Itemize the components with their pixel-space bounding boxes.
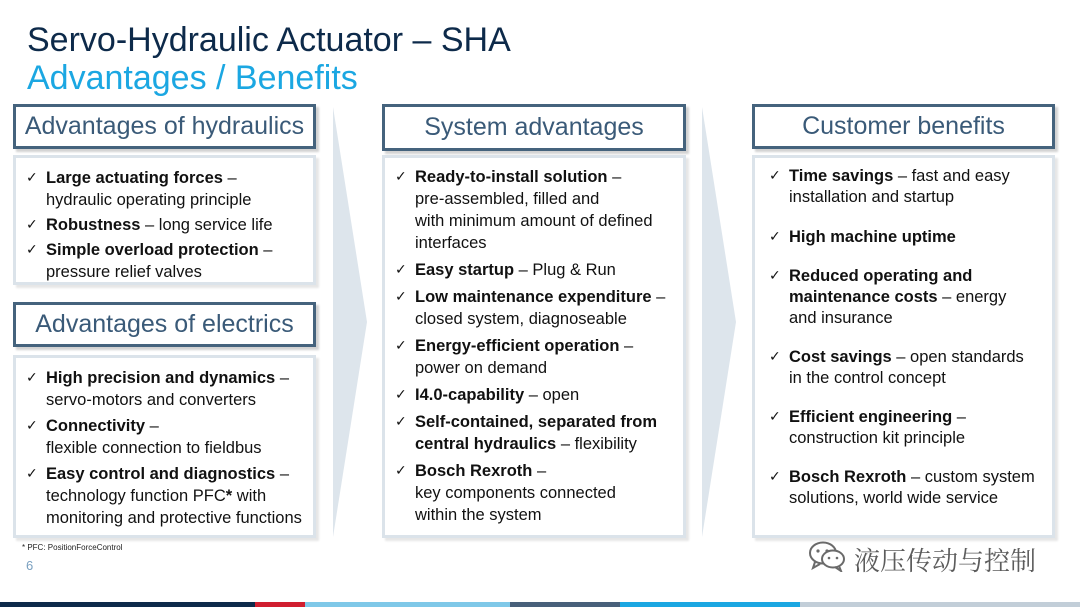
item-text: monitoring and protective functions: [46, 509, 302, 527]
bar-segment: [510, 602, 620, 607]
item-bold: High precision and dynamics: [46, 369, 276, 387]
item-bold: maintenance costs: [789, 288, 938, 306]
check-icon: ✓: [395, 338, 407, 354]
item-text: with: [232, 487, 267, 505]
list-item: [765, 227, 1046, 248]
item-text: –: [222, 169, 237, 187]
item-text: – fast and easy: [893, 167, 1010, 185]
list-item: [765, 407, 1046, 449]
item-text: –: [619, 337, 634, 355]
item-bold: Reduced operating and: [789, 267, 973, 285]
item-bold: I4.0-capability: [415, 386, 525, 404]
customer-list: [752, 155, 1055, 538]
item-text: –: [145, 417, 159, 435]
check-icon: ✓: [395, 387, 407, 403]
item-text: within the system: [415, 506, 542, 524]
bar-segment: [255, 602, 305, 607]
item-text: pre-assembled, filled and: [415, 190, 600, 208]
list-item: [391, 259, 677, 281]
customer-header: [752, 104, 1055, 149]
list-item: [22, 367, 305, 411]
bar-segment: [305, 602, 510, 607]
list-item: [765, 467, 1046, 509]
item-bold: Simple overload protection: [46, 241, 259, 259]
item-text: hydraulic operating principle: [46, 191, 252, 209]
check-icon: ✓: [395, 463, 407, 479]
item-text: – custom system: [906, 468, 1035, 486]
check-icon: ✓: [395, 169, 407, 185]
item-bold: *: [225, 487, 233, 505]
watermark: [808, 540, 1036, 579]
item-text: with minimum amount of defined: [415, 212, 653, 230]
item-bold: Efficient engineering: [789, 408, 953, 426]
check-icon: ✓: [26, 466, 38, 482]
hydraulics-list: [13, 155, 316, 285]
list-item: [22, 214, 305, 236]
item-text: –: [952, 408, 966, 426]
item-text: installation and startup: [789, 188, 955, 206]
item-text: and insurance: [789, 309, 893, 327]
item-text: key components connected: [415, 484, 616, 502]
item-text: – open standards: [891, 348, 1024, 366]
check-icon: ✓: [395, 262, 407, 278]
item-bold: central hydraulics: [415, 435, 557, 453]
item-bold: Connectivity: [46, 417, 146, 435]
check-icon: ✓: [769, 409, 781, 425]
bar-segment: [800, 602, 1080, 607]
list-item: [22, 239, 305, 283]
item-bold: Bosch Rexroth: [789, 468, 907, 486]
item-bold: Low maintenance expenditure: [415, 288, 652, 306]
customer-header-label: Customer benefits: [802, 112, 1005, 140]
item-text: closed system, diagnoseable: [415, 310, 627, 328]
footnote: * PFC: PositionForceControl: [22, 543, 123, 552]
bar-segment: [620, 602, 800, 607]
page-number: 6: [26, 558, 34, 573]
item-text: –: [532, 462, 547, 480]
list-item: [22, 167, 305, 211]
system-list: [382, 155, 686, 538]
wechat-icon: [808, 540, 846, 579]
check-icon: ✓: [26, 370, 38, 386]
item-bold: High machine uptime: [789, 228, 956, 246]
electrics-header: [13, 302, 316, 347]
hydraulics-header: [13, 104, 316, 149]
check-icon: ✓: [395, 414, 407, 430]
list-item: [765, 347, 1046, 389]
check-icon: ✓: [26, 170, 38, 186]
item-text: construction kit principle: [789, 429, 966, 447]
check-icon: ✓: [26, 242, 38, 258]
item-bold: Large actuating forces: [46, 169, 223, 187]
item-bold: Bosch Rexroth: [415, 462, 533, 480]
item-text: –: [651, 288, 666, 306]
list-item: [22, 415, 305, 459]
hydraulics-header-label: Advantages of hydraulics: [24, 112, 305, 140]
item-bold: Easy control and diagnostics: [46, 465, 276, 483]
slide-subtitle: Advantages / Benefits: [27, 59, 358, 97]
check-icon: ✓: [769, 469, 781, 485]
system-header: [382, 104, 686, 151]
electrics-list: [13, 355, 316, 538]
flow-arrow-2: [702, 107, 736, 537]
item-text: – flexibility: [556, 435, 637, 453]
check-icon: ✓: [769, 229, 781, 245]
item-text: –: [275, 465, 289, 483]
list-item: [391, 460, 677, 526]
flow-arrow-1: [333, 107, 367, 537]
bottom-color-bar: [0, 602, 1080, 607]
item-bold: Ready-to-install solution: [415, 168, 608, 186]
list-item: [22, 463, 305, 529]
item-text: – long service life: [140, 216, 273, 234]
list-item: [391, 286, 677, 330]
slide-title: Servo-Hydraulic Actuator – SHA: [27, 21, 511, 59]
item-bold: Robustness: [46, 216, 141, 234]
item-text: –: [258, 241, 273, 259]
system-header-label: System advantages: [424, 113, 644, 141]
item-bold: Self-contained, separated from: [415, 413, 658, 431]
item-text: technology function PFC: [46, 487, 226, 505]
item-bold: Time savings: [789, 167, 894, 185]
bar-segment: [0, 602, 255, 607]
item-text: – open: [524, 386, 580, 404]
item-text: solutions, world wide service: [789, 489, 999, 507]
item-text: interfaces: [415, 234, 487, 252]
list-item: [391, 335, 677, 379]
item-bold: Energy-efficient operation: [415, 337, 620, 355]
check-icon: ✓: [769, 268, 781, 284]
list-item: [391, 411, 677, 455]
item-bold: Cost savings: [789, 348, 892, 366]
list-item: [765, 166, 1046, 208]
check-icon: ✓: [26, 217, 38, 233]
list-item: [391, 384, 677, 406]
check-icon: ✓: [26, 418, 38, 434]
list-item: [765, 266, 1046, 329]
list-item: [391, 166, 677, 254]
check-icon: ✓: [769, 168, 781, 184]
item-text: –: [607, 168, 622, 186]
watermark-text: 液压传动与控制: [854, 546, 1037, 576]
electrics-header-label: Advantages of electrics: [35, 310, 294, 338]
item-bold: Easy startup: [415, 261, 515, 279]
item-text: – energy: [937, 288, 1007, 306]
check-icon: ✓: [395, 289, 407, 305]
item-text: – Plug & Run: [514, 261, 616, 279]
item-text: pressure relief valves: [46, 263, 202, 281]
item-text: –: [275, 369, 289, 387]
item-text: flexible connection to fieldbus: [46, 439, 262, 457]
item-text: servo-motors and converters: [46, 391, 256, 409]
check-icon: ✓: [769, 349, 781, 365]
item-text: in the control concept: [789, 369, 946, 387]
item-text: power on demand: [415, 359, 548, 377]
